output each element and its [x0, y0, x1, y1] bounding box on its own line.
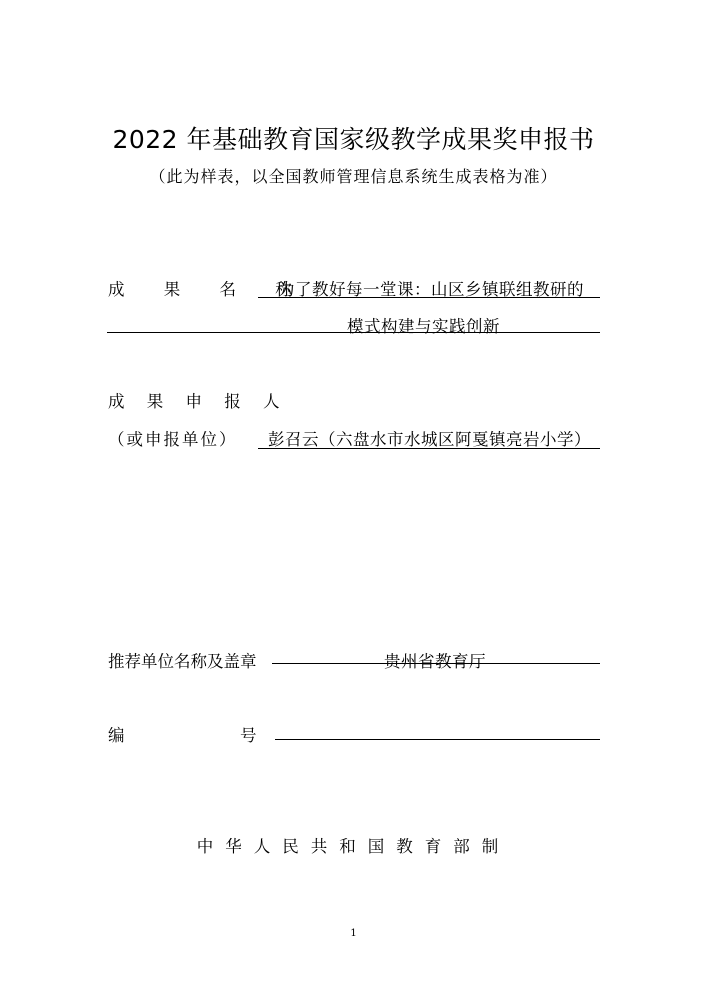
- achievement-name-underline-1: [258, 297, 600, 298]
- applicant-label-line2: （或申报单位）: [108, 430, 238, 449]
- number-label-left: 编: [108, 726, 125, 745]
- applicant-value: 彭召云（六盘水市水城区阿戛镇亮岩小学）: [268, 430, 591, 449]
- achievement-name-label: 成 果 名 称: [108, 280, 309, 299]
- page-number: 1: [350, 928, 357, 939]
- achievement-name-value-line1: 为了教好每一堂课：山区乡镇联组教研的: [278, 280, 584, 299]
- applicant-label-line1: 成 果 申 报 人: [108, 392, 288, 411]
- recommending-unit-label: 推荐单位名称及盖章: [108, 652, 257, 671]
- issuer-text: 中华人民共和国教育部制: [196, 837, 511, 856]
- recommending-unit-underline: [272, 663, 600, 664]
- achievement-name-underline-2: [107, 332, 600, 333]
- recommending-unit-value: 贵州省教育厅: [384, 652, 486, 671]
- achievement-name-value-line2: 模式构建与实践创新: [347, 317, 500, 336]
- number-label-right: 号: [240, 726, 257, 745]
- applicant-underline: [258, 448, 600, 449]
- number-underline: [275, 739, 600, 740]
- document-title: 2022 年基础教育国家级教学成果奖申报书: [112, 125, 595, 154]
- document-subtitle: （此为样表，以全国教师管理信息系统生成表格为准）: [149, 167, 558, 186]
